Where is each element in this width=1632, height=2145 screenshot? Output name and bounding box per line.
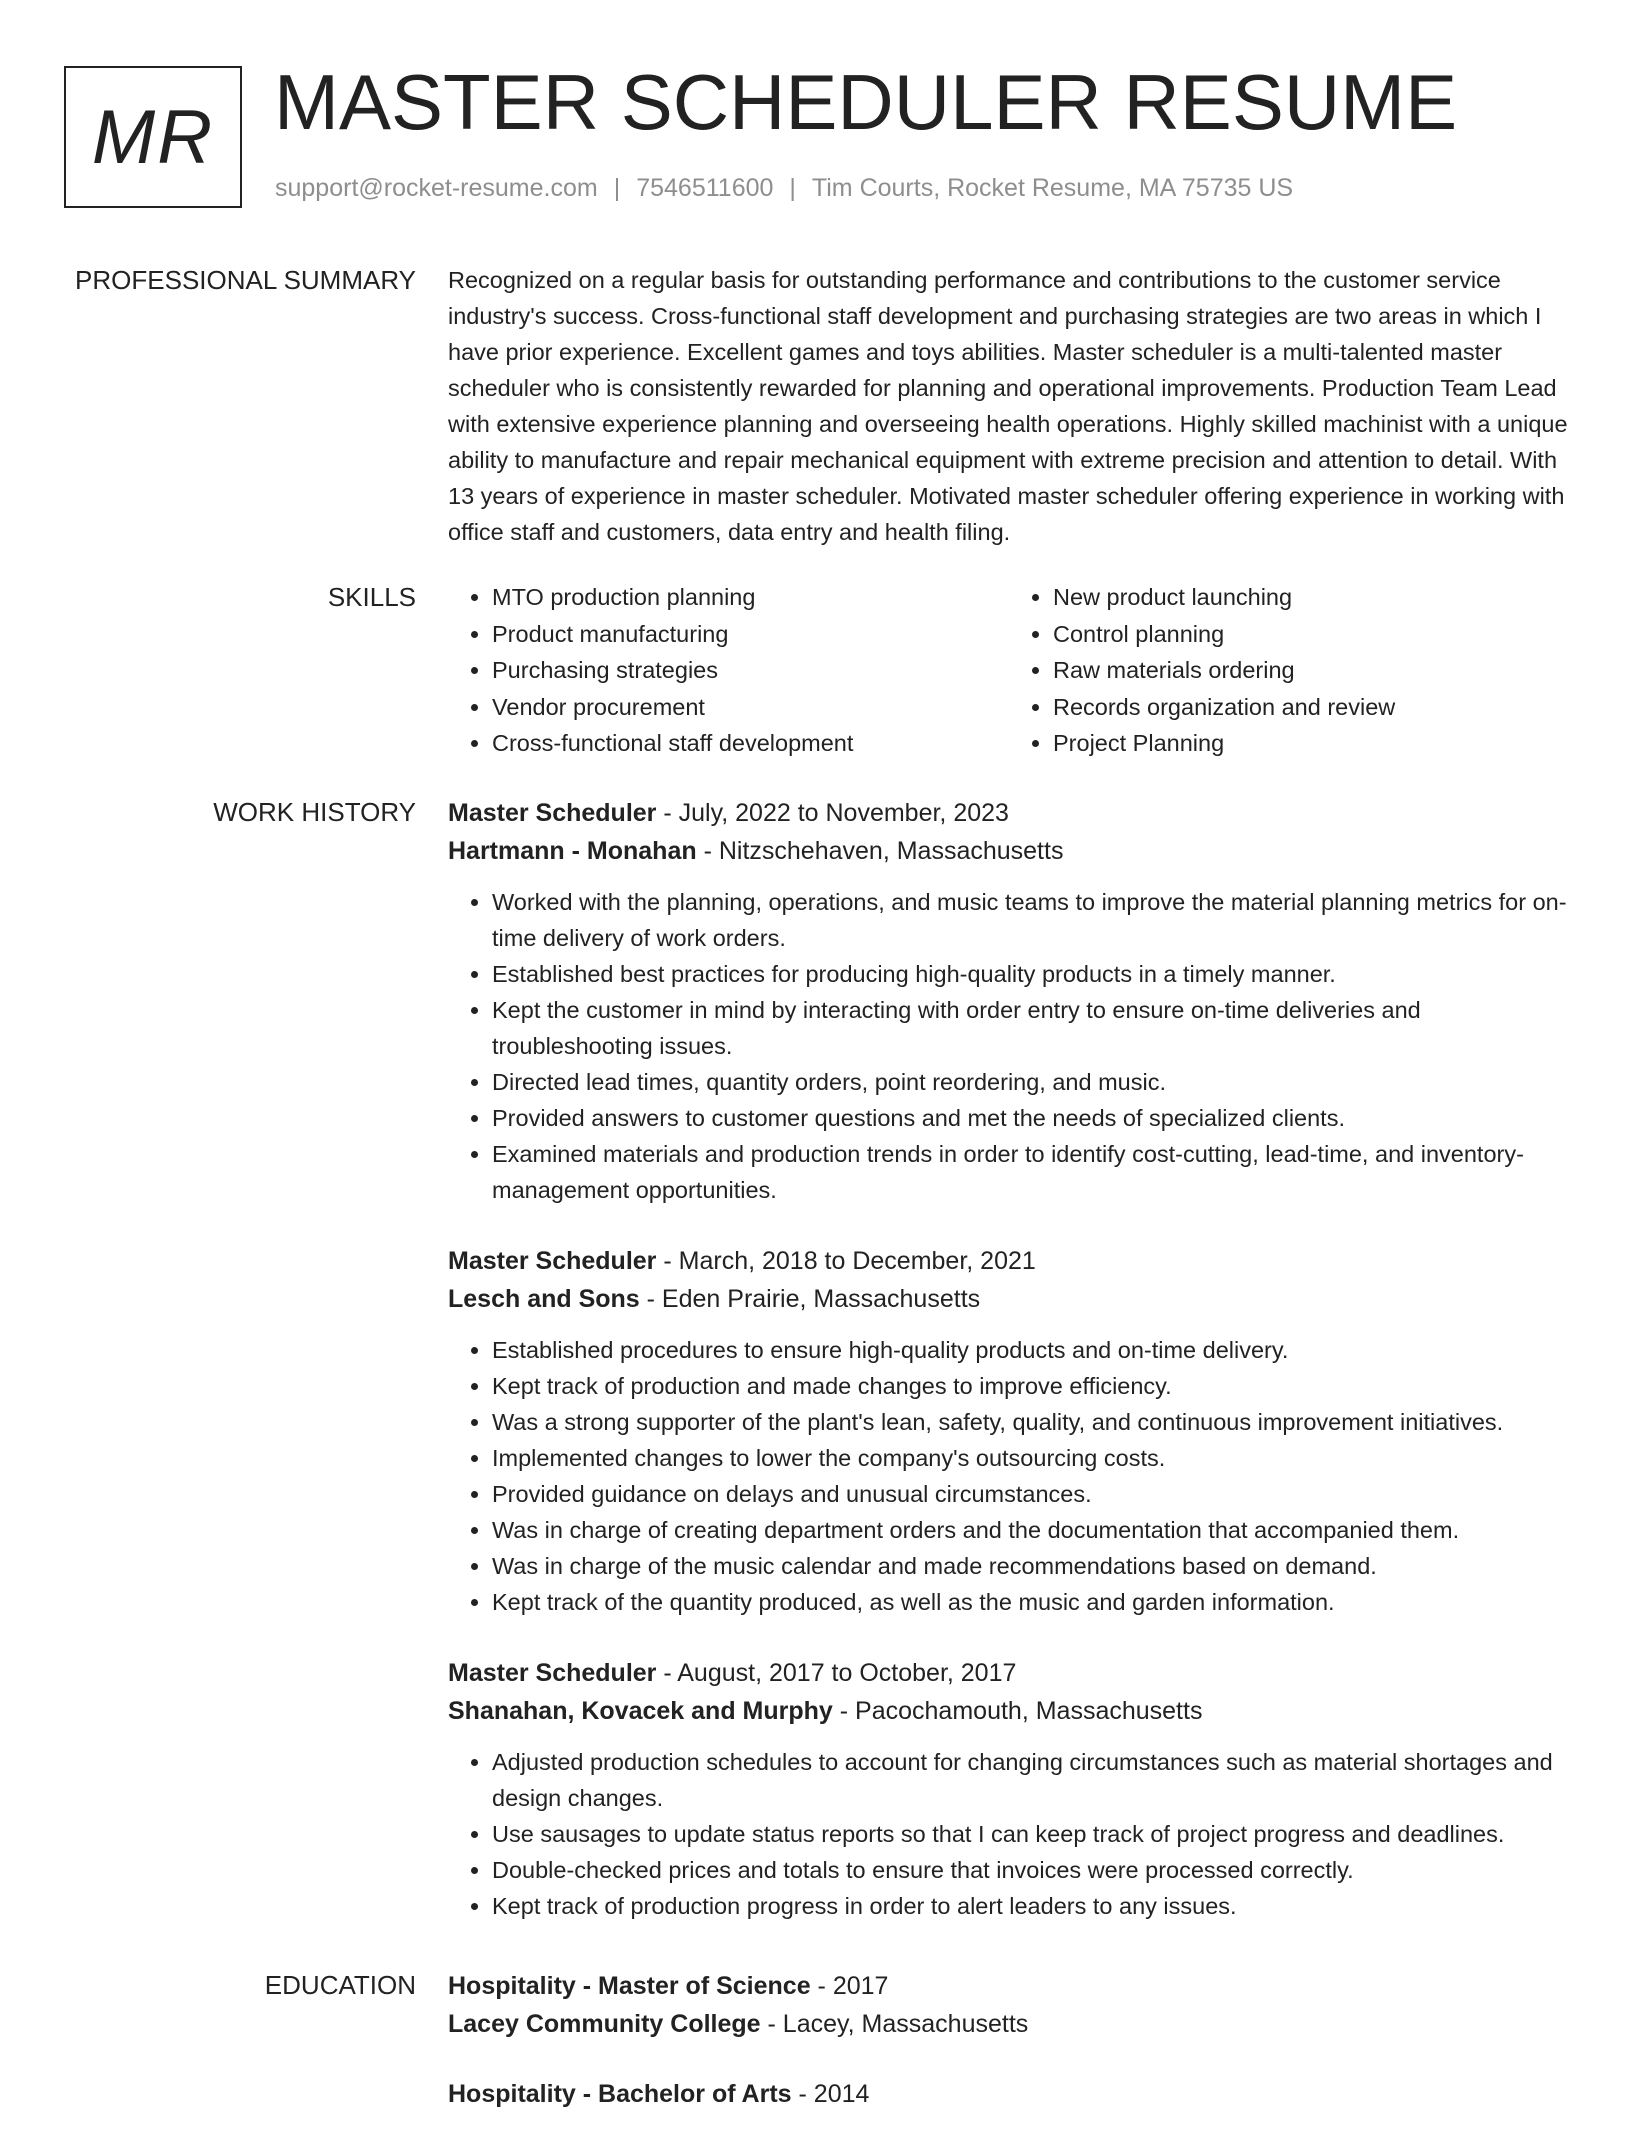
school-line [448,2005,1570,2043]
school: Lacey Community College [448,2010,761,2038]
skill-item: • New product launching [1053,579,1570,616]
job-company: Shanahan, Kovacek and Murphy [448,1697,833,1725]
job-company-line [448,832,1570,870]
job-location: - Nitzschehaven, Massachusetts [696,837,1064,865]
job-dates: - March, 2018 to December, 2021 [656,1247,1036,1275]
degree-year: - 2014 [791,2080,870,2108]
job-bullet: • Kept track of production progress in order to alert leaders to any issues. [492,1888,1570,1924]
skill-item: • Purchasing strategies [492,652,1009,689]
degree-line [448,2075,1570,2113]
job-bullet: • Established procedures to ensure high-quality products and on-time delivery. [492,1332,1570,1368]
job-company: Lesch and Sons [448,1285,640,1313]
job-entry [448,794,1570,1208]
summary-text: Recognized on a regular basis for outstanding performance and contributions to the customer service industry's success. Cross-functional staff development and purchasing strategies are two areas in which I have prior experience. Excellent games and toys abilities. Master scheduler is a multi-talented master scheduler who is consistently rewarded for planning and operational improvements. Production Team Lead with extensive experience planning and overseeing health operations. Highly skilled machinist with a unique ability to manufacture and repair mechanical equipment with extreme precision and attention to detail. With 13 years of experience in master scheduler. Motivated master scheduler offering experience in working with office staff and customers, data entry and health filing. [448,267,1568,545]
job-bullet: • Was in charge of the music calendar and made recommendations based on demand. [492,1548,1570,1584]
job-company-line [448,1692,1570,1730]
contact-separator: | [789,174,796,202]
job-bullet: • Provided answers to customer questions and met the needs of specialized clients. [492,1100,1570,1136]
job-bullet: • Was in charge of creating department orders and the documentation that accompanied them. [492,1512,1570,1548]
work-history-heading: WORK HISTORY [213,797,416,827]
education-heading: EDUCATION [264,1970,416,2000]
job-bullet: • Was a strong supporter of the plant's lean, safety, quality, and continuous improvement initiatives. [492,1404,1570,1440]
job-title: Master Scheduler [448,1659,657,1687]
contact-line [275,174,1293,203]
contact-separator: | [613,174,621,202]
degree-year: - 2017 [810,1972,889,2000]
job-bullets [448,1332,1570,1620]
job-bullet: • Established best practices for producing high-quality products in a timely manner. [492,956,1570,992]
contact-address: Tim Courts, Rocket Resume, MA 75735 US [811,174,1294,202]
job-title: Master Scheduler [448,799,657,827]
job-bullet: • Implemented changes to lower the company's outsourcing costs. [492,1440,1570,1476]
skills-right-column [1009,579,1570,762]
job-dates: - August, 2017 to October, 2017 [656,1659,1017,1687]
job-title-line [448,1654,1570,1692]
degree: Hospitality - Master of Science [448,1972,811,2000]
job-bullet: • Directed lead times, quantity orders, point reordering, and music. [492,1064,1570,1100]
skill-item: • Vendor procurement [492,689,1009,726]
work-history-body [448,794,1570,1958]
school-location: - Lacey, Massachusetts [760,2010,1029,2038]
job-bullet: • Use sausages to update status reports so that I can keep track of project progress and deadlines. [492,1816,1570,1852]
skill-item: • Raw materials ordering [1053,652,1570,689]
skill-item: • Control planning [1053,616,1570,653]
job-dates: - July, 2022 to November, 2023 [656,799,1009,827]
degree: Hospitality - Bachelor of Arts [448,2080,792,2108]
skill-item: • Cross-functional staff development [492,725,1009,762]
job-entry [448,1242,1570,1620]
contact-email[interactable]: support@rocket-resume.com [275,174,598,202]
education-entry [448,1967,1570,2043]
education-body [448,1967,1570,2145]
job-bullet: • Double-checked prices and totals to ensure that invoices were processed correctly. [492,1852,1570,1888]
resume-title: MASTER SCHEDULER RESUME [274,58,1458,146]
education-entry [448,2075,1570,2113]
job-bullet: • Kept track of production and made changes to improve efficiency. [492,1368,1570,1404]
job-bullet: • Provided guidance on delays and unusual circumstances. [492,1476,1570,1512]
skills-left-column [448,579,1009,762]
initials-monogram [64,66,242,208]
skill-item: • Project Planning [1053,725,1570,762]
summary-body [448,262,1570,550]
job-company: Hartmann - Monahan [448,837,697,865]
job-bullet: • Kept track of the quantity produced, as well as the music and garden information. [492,1584,1570,1620]
skill-item: • Records organization and review [1053,689,1570,726]
job-location: - Pacochamouth, Massachusetts [832,1697,1203,1725]
job-bullet: • Worked with the planning, operations, and music teams to improve the material planning metrics for on-time delivery of work orders. [492,884,1570,956]
job-bullet: • Examined materials and production trends in order to identify cost-cutting, lead-time, and inventory-management opportunities. [492,1136,1570,1208]
job-bullets [448,884,1570,1208]
degree-line [448,1967,1570,2005]
job-entry [448,1654,1570,1924]
skill-item: • MTO production planning [492,579,1009,616]
job-title: Master Scheduler [448,1247,657,1275]
skills-heading: SKILLS [327,582,416,612]
job-title-line [448,794,1570,832]
job-title-line [448,1242,1570,1280]
job-bullet: • Adjusted production schedules to account for changing circumstances such as material shortages and design changes. [492,1744,1570,1816]
summary-heading: PROFESSIONAL SUMMARY [75,265,416,295]
contact-phone[interactable]: 7546511600 [636,174,774,202]
job-bullets [448,1744,1570,1924]
skills-body [448,579,1570,762]
job-bullet: • Kept the customer in mind by interacting with order entry to ensure on-time deliveries and troubleshooting issues. [492,992,1570,1064]
job-location: - Eden Prairie, Massachusetts [639,1285,981,1313]
job-company-line [448,1280,1570,1318]
initials-text: MR [91,94,215,180]
skill-item: • Product manufacturing [492,616,1009,653]
